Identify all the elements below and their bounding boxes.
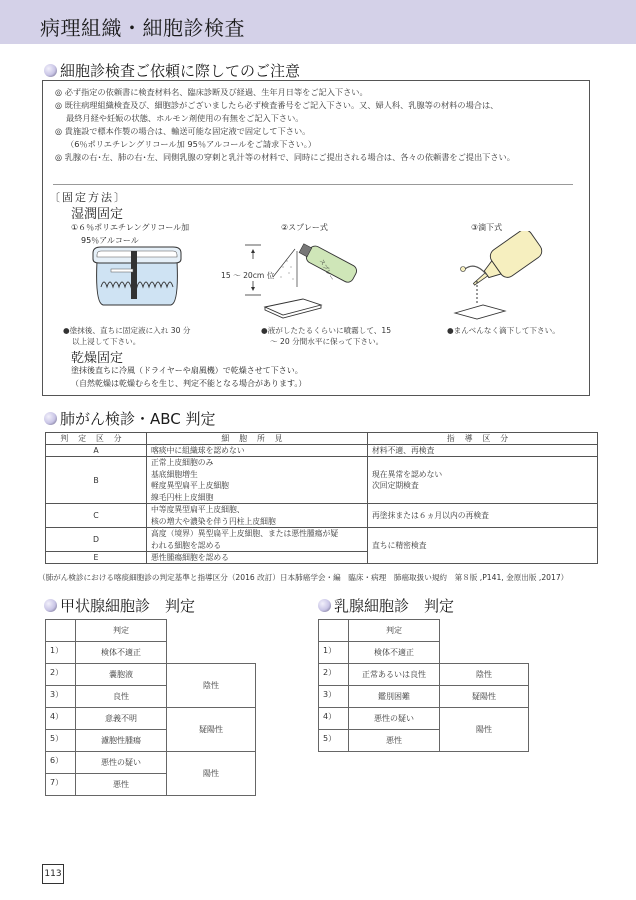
row-number: 2） <box>46 664 76 686</box>
breast-judgement-table <box>318 619 529 752</box>
grade-cell: C <box>46 504 147 528</box>
column-header: 細胞所見 <box>147 433 368 445</box>
table-row <box>46 708 256 730</box>
distance-label: 15 ～ 20cm 位 <box>221 271 275 280</box>
caption-line: ●塗抹後、直ちに固定液に入れ 30 分 <box>63 326 191 335</box>
finding-line: 正常上皮細胞のみ <box>151 458 214 467</box>
table-row <box>319 642 529 664</box>
fixation-title: 〔固定方法〕 <box>49 191 127 204</box>
dry-fixation-title: 乾燥固定 <box>71 351 124 366</box>
finding-line: 基底細胞増生 <box>151 469 198 479</box>
table-row <box>46 504 598 528</box>
row-number: 3） <box>319 686 349 708</box>
method1-label: ①６％ポリエチレングリコール加 <box>71 223 190 232</box>
category-cell: 悪性 <box>349 730 440 752</box>
result-cell: 陽性 <box>167 752 256 796</box>
section-heading-text: 乳腺細胞診 判定 <box>334 597 455 615</box>
fixative-jar-icon <box>91 243 183 309</box>
title-banner <box>0 0 636 44</box>
table-row <box>46 642 256 664</box>
blank-cell <box>167 642 256 664</box>
thyroid-judgement-table <box>45 619 256 796</box>
row-number: 1） <box>319 642 349 664</box>
circle-bullet-icon <box>44 599 57 612</box>
page-title: 病理組織・細胞診検査 <box>40 16 245 40</box>
category-cell: 意義不明 <box>76 708 167 730</box>
note-item-continued: （6％ポリエチレングリコール加 95％アルコールをご請求下さい。） <box>66 139 317 149</box>
dropper-bottle-icon <box>443 231 553 321</box>
row-number: 4） <box>46 708 76 730</box>
table-row <box>46 445 598 457</box>
section-heading-breast <box>318 595 454 616</box>
findings-cell: 喀痰中に組織球を認めない <box>147 445 368 457</box>
findings-cell <box>147 528 368 552</box>
blank-cell <box>319 620 349 642</box>
note-item: ◎ 乳腺の右･左、肺の右･左、同側乳腺の穿刺と乳汁等の材料で、同時にご提出される場合は、各々の依頼書をご提出下さい。 <box>55 152 515 162</box>
notes-box <box>42 80 590 396</box>
table-row <box>46 528 598 552</box>
caption-line: 以上浸して下さい。 <box>72 337 141 346</box>
finding-line: 中等度異型扁平上皮細胞、 <box>151 505 245 514</box>
circle-bullet-icon <box>44 412 57 425</box>
table-header-row <box>46 620 256 642</box>
column-header: 判定 <box>349 620 440 642</box>
result-cell: 陰性 <box>440 664 529 686</box>
notes-list <box>55 86 515 164</box>
spray-can-label: スプレー <box>317 258 336 283</box>
category-cell: 検体不適正 <box>76 642 167 664</box>
spray-can-icon <box>243 233 363 323</box>
circle-bullet-icon <box>318 599 331 612</box>
guidance-cell: 材料不適、再検査 <box>368 445 598 457</box>
caption-method3: ●まんべんなく滴下して下さい。 <box>447 326 560 335</box>
finding-line: 軽度異型扁平上皮細胞 <box>151 481 229 490</box>
section-heading-text: 肺がん検診・ABC 判定 <box>60 410 216 428</box>
table-header-row <box>46 433 598 445</box>
page-number: 113 <box>42 864 64 884</box>
table-row <box>46 457 598 504</box>
caption-method1 <box>63 325 190 347</box>
grade-cell: D <box>46 528 147 552</box>
row-number: 3） <box>46 686 76 708</box>
findings-cell <box>147 457 368 504</box>
result-cell: 陰性 <box>167 664 256 708</box>
table-row <box>319 686 529 708</box>
guidance-line: 現在異常を認めない <box>372 469 443 479</box>
row-number: 5） <box>319 730 349 752</box>
column-header: 判定 <box>76 620 167 642</box>
grade-cell: E <box>46 552 147 564</box>
method2-label: ②スプレー式 <box>281 223 328 232</box>
findings-cell <box>147 504 368 528</box>
guidance-line: 次回定期検査 <box>372 481 419 490</box>
category-cell: 嚢胞液 <box>76 664 167 686</box>
method3-label: ③滴下式 <box>471 223 503 232</box>
caption-line: ●液がしたたるくらいに噴霧して、15 <box>261 326 392 335</box>
caption-method2 <box>261 325 391 347</box>
blank-cell <box>440 620 529 642</box>
category-cell: 濾胞性腫瘍 <box>76 730 167 752</box>
circle-bullet-icon <box>44 64 57 77</box>
reference-citation: （肺がん検診における喀痰細胞診の判定基準と指導区分（2016 改訂）日本肺癌学会・編 臨床・病理 肺癌取扱い規約 第８版 ,P141, 金原出版 ,2017） <box>38 573 569 582</box>
divider <box>53 184 573 185</box>
guidance-cell: 再塗抹または６ヵ月以内の再検査 <box>368 504 598 528</box>
section-heading-text: 甲状腺細胞診 判定 <box>60 597 196 615</box>
caption-line: ～ 20 分間水平に保って下さい。 <box>270 337 384 346</box>
lung-abc-table <box>45 432 598 564</box>
note-item-continued: 最終月経や妊娠の状態、ホルモン剤使用の有無をご記入下さい。 <box>66 113 304 123</box>
column-header: 判定区分 <box>46 433 147 445</box>
note-item: ◎ 既往病理組織検査及び、細胞診がございましたら必ず検査番号をご記入下さい。又、婦人科、乳腺等の材料の場合は、 <box>55 100 499 110</box>
finding-line: 線毛円柱上皮細胞 <box>151 492 214 502</box>
grade-cell: B <box>46 457 147 504</box>
note-item: ◎ 必ず指定の依頼書に検査材料名、臨床診断及び経過、生年月日等をご記入下さい。 <box>55 87 368 97</box>
row-number: 1） <box>46 642 76 664</box>
blank-cell <box>440 642 529 664</box>
category-cell: 良性 <box>76 686 167 708</box>
guidance-cell: 直ちに精密検査 <box>368 528 598 564</box>
section-heading-text: 細胞診検査ご依頼に際してのご注意 <box>60 62 301 80</box>
table-row <box>46 752 256 774</box>
result-cell: 疑陽性 <box>440 686 529 708</box>
table-row <box>319 664 529 686</box>
findings-cell: 悪性腫瘍細胞を認める <box>147 552 368 564</box>
blank-cell <box>167 620 256 642</box>
table-header-row <box>319 620 529 642</box>
row-number: 4） <box>319 708 349 730</box>
row-number: 2） <box>319 664 349 686</box>
category-cell: 悪性の疑い <box>76 752 167 774</box>
grade-cell: A <box>46 445 147 457</box>
method1-label-line2: 95％アルコール <box>81 236 139 245</box>
category-cell: 悪性の疑い <box>349 708 440 730</box>
wet-fixation-title: 湿潤固定 <box>71 207 124 222</box>
row-number: 7） <box>46 774 76 796</box>
finding-line: 高度（境界）異型扁平上皮細胞、または悪性腫瘍が疑 <box>151 529 339 538</box>
finding-line: 核の増大や濃染を伴う円柱上皮細胞 <box>151 516 276 526</box>
dry-fixation-note: （自然乾燥は乾燥むらを生じ、判定不能となる場合があります。） <box>71 379 307 388</box>
row-number: 5） <box>46 730 76 752</box>
section-heading-thyroid <box>44 595 195 616</box>
category-cell: 正常あるいは良性 <box>349 664 440 686</box>
note-item: ◎ 貴施設で標本作製の場合は、輸送可能な固定液で固定して下さい。 <box>55 126 311 136</box>
table-row <box>319 708 529 730</box>
guidance-cell <box>368 457 598 504</box>
result-cell: 疑陽性 <box>167 708 256 752</box>
section-heading-cytology-notes <box>44 60 300 81</box>
category-cell: 悪性 <box>76 774 167 796</box>
category-cell: 検体不適正 <box>349 642 440 664</box>
category-cell: 鑑別困難 <box>349 686 440 708</box>
row-number: 6） <box>46 752 76 774</box>
finding-line: われる細胞を認める <box>151 540 222 550</box>
blank-cell <box>46 620 76 642</box>
column-header: 指導区分 <box>368 433 598 445</box>
table-row <box>46 664 256 686</box>
dry-fixation-instruction: 塗抹後直ちに冷風（ドライヤーや扇風機）で乾燥させて下さい。 <box>71 366 303 375</box>
section-heading-lung <box>44 408 216 429</box>
result-cell: 陽性 <box>440 708 529 752</box>
